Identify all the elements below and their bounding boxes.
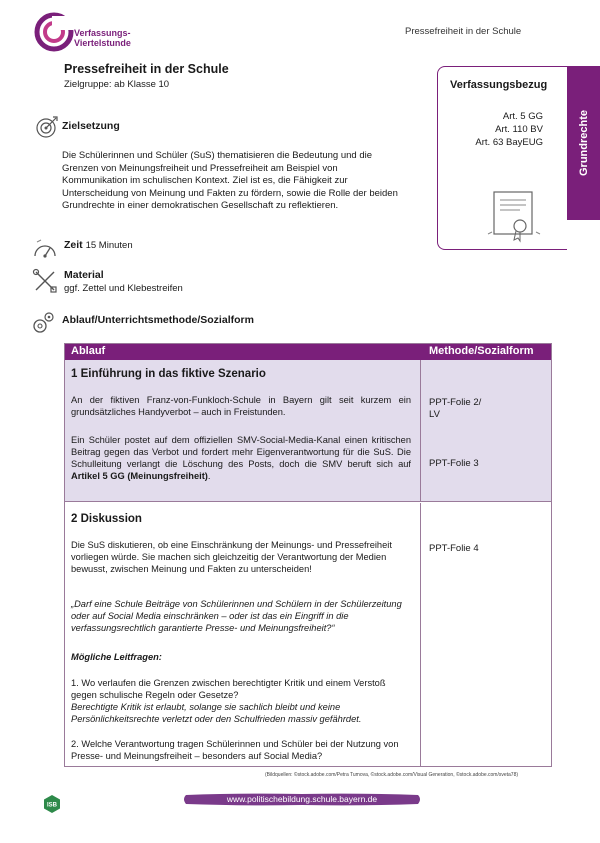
article-ref: Art. 63 BayEUG bbox=[475, 137, 543, 148]
row-paragraph: Die SuS diskutieren, ob eine Einschränkung der Meinungs- und Pressefreiheit vorliegen würde. Sie machen sich gleichzeitig der Verantwortung der Medien bewusst, zwischen Meinung und Fakten zu unterscheiden! bbox=[71, 540, 392, 574]
paragraph-text: . bbox=[207, 471, 211, 481]
image-credits: (Bildquellen: ©stock.adobe.com/Petra Tumova, ©stock.adobe.com/Visual Generation, ©stock.adobe.com/sveta78) bbox=[265, 772, 519, 778]
method-cell: PPT-Folie 3 bbox=[429, 458, 479, 469]
row-title: 2 Diskussion bbox=[71, 513, 142, 525]
target-group: Zielgruppe: ab Klasse 10 bbox=[64, 79, 170, 90]
row-paragraph bbox=[71, 434, 411, 482]
speedometer-icon bbox=[32, 236, 58, 262]
goal-text: Die Schülerinnen und Schüler (SuS) thematisieren die Bedeutung und die Grenzen von Meinungsfreiheit und Pressefreiheit am Beispiel von Kommunikation im schulischen Kontext. Ziel ist es, die Fähigkeit zur Unterscheidung von Meinung und Fakten zu fördern, sowie die Rolle der beiden Grundrechte in einer demokratischen Gesellschaft zu reflektieren. bbox=[62, 150, 398, 211]
target-icon bbox=[34, 114, 60, 140]
table-header bbox=[65, 344, 551, 360]
question-answer bbox=[71, 701, 411, 725]
gears-icon bbox=[30, 310, 56, 336]
isb-badge-text: ISB bbox=[46, 802, 58, 809]
procedure-heading: Ablauf/Unterrichtsmethode/Sozialform bbox=[62, 314, 254, 326]
article-ref: Art. 5 GG bbox=[502, 111, 543, 122]
method-cell: PPT-Folie 2/ bbox=[429, 397, 482, 408]
paragraph-text: Ein Schüler postet auf dem offiziellen SMV-Social-Media-Kanal einen kritischen Beitrag gegen das Verbot und fordert mehr Eigenverantwortung für die SuS. Die Schulleitung verlangt die Löschung des Posts, doch die SMV beruft sich auf bbox=[71, 435, 411, 469]
document-title: Pressefreiheit in der Schule bbox=[64, 62, 229, 76]
tools-icon bbox=[32, 268, 58, 294]
article-ref: Art. 110 BV bbox=[495, 124, 543, 135]
goal-heading: Zielsetzung bbox=[62, 120, 120, 132]
answer-text: Berechtigte Kritik ist erlaubt, solange sie sachlich bleibt und keine Persönlichkeitsrechte verletzt oder den Schulfrieden massiv gefährdet. bbox=[71, 702, 362, 724]
table-row bbox=[65, 360, 551, 502]
time-row bbox=[64, 239, 133, 251]
table-row bbox=[65, 503, 551, 767]
logo-mark-icon bbox=[34, 12, 74, 54]
column-divider bbox=[420, 503, 421, 767]
leitfragen-label: Mögliche Leitfragen: bbox=[71, 652, 162, 662]
time-heading: Zeit bbox=[64, 239, 83, 251]
logo bbox=[34, 12, 164, 54]
category-tab bbox=[567, 66, 600, 220]
logo-text-line2: Viertelstunde bbox=[74, 38, 131, 48]
guiding-question: 2. Welche Verantwortung tragen Schülerinnen und Schüler bei der Nutzung von Presse- und Meinungsfreiheit – besonders auf Social Media? bbox=[71, 739, 399, 761]
table-header-ablauf: Ablauf bbox=[71, 345, 106, 357]
footer-url-link[interactable]: www.politischebildung.schule.bayern.de bbox=[226, 794, 378, 804]
isb-badge-icon bbox=[42, 794, 62, 814]
running-title: Pressefreiheit in der Schule bbox=[405, 26, 522, 37]
table-header-method: Methode/Sozialform bbox=[429, 345, 534, 357]
row-paragraph: An der fiktiven Franz-von-Funkloch-Schule in Bayern gilt seit kurzem ein grundsätzliches Handyverbot – auch in Freistunden. bbox=[71, 395, 411, 417]
leitfragen-heading bbox=[71, 651, 411, 663]
procedure-table bbox=[64, 343, 552, 767]
material-heading: Material bbox=[64, 269, 104, 281]
category-tab-label: Grundrechte bbox=[577, 109, 590, 177]
method-cell: PPT-Folie 4 bbox=[429, 543, 479, 554]
article-highlight: Artikel 5 GG (Meinungsfreiheit) bbox=[71, 471, 208, 481]
time-value: 15 Minuten bbox=[85, 240, 133, 251]
method-cell: LV bbox=[429, 409, 440, 420]
quote-text: „Darf eine Schule Beiträge von Schülerinnen und Schülern in der Schülerzeitung oder auf Social Media einschränken – oder ist das ein Eingriff in die verfassungsrechtlich garantierte Presse- und Meinungsfreiheit?“ bbox=[71, 599, 402, 633]
column-divider bbox=[420, 360, 421, 501]
material-value: ggf. Zettel und Klebestreifen bbox=[64, 283, 183, 294]
logo-text-line1: Verfassungs- bbox=[74, 28, 131, 38]
row-title: 1 Einführung in das fiktive Szenario bbox=[71, 368, 266, 380]
guiding-question: 1. Wo verlaufen die Grenzen zwischen berechtigter Kritik und einem Verstoß gegen schulische Regeln oder Gesetze? bbox=[71, 678, 386, 700]
verfassungsbezug-title: Verfassungsbezug bbox=[450, 79, 548, 91]
certificate-icon bbox=[486, 188, 542, 244]
discussion-quote bbox=[71, 598, 411, 634]
